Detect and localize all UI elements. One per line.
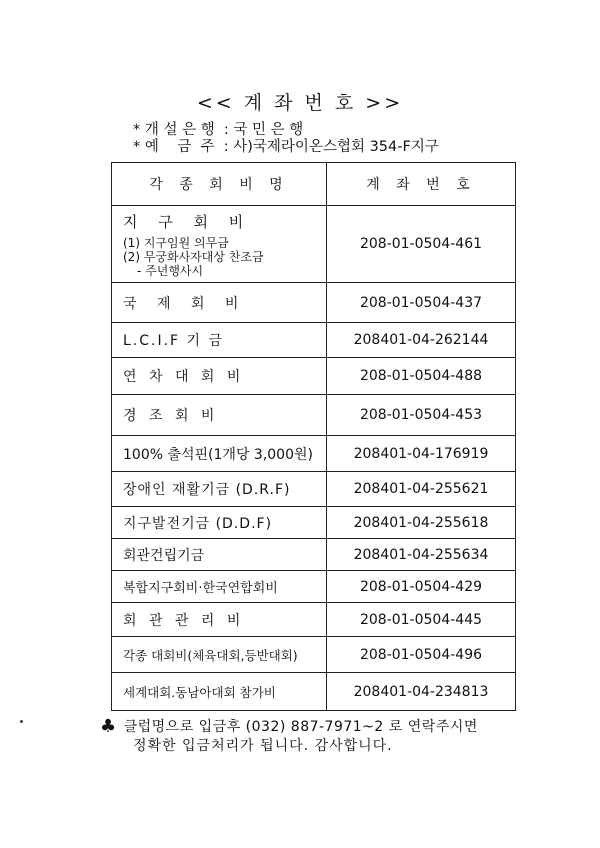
account-number: 208401-04-255621	[327, 472, 516, 507]
notice-line-1	[100, 716, 478, 737]
table-row	[112, 206, 516, 283]
table-row	[112, 571, 516, 603]
account-number: 208401-04-176919	[327, 436, 516, 472]
fee-name: 복합지구회비·한국연합회비	[112, 571, 327, 603]
table-row	[112, 283, 516, 323]
fee-name: L.C.I.F 기 금	[112, 323, 327, 358]
table-header-row	[112, 163, 516, 206]
fee-name: 지구발전기금 (D.D.F)	[112, 507, 327, 539]
table-row	[112, 472, 516, 507]
scan-speck	[20, 720, 23, 723]
account-number: 208-01-0504-496	[327, 637, 516, 673]
notice-box	[100, 716, 478, 756]
fee-name: 각종 대회비(체육대회,등반대회)	[112, 637, 327, 673]
holder-value: 사)국제라이온스협회 354-F지구	[233, 139, 439, 155]
holder-info	[133, 135, 439, 156]
table-row	[112, 436, 516, 472]
account-number: 208-01-0504-488	[327, 358, 516, 395]
fee-name: 회 관 관 리 비	[112, 603, 327, 637]
table-row	[112, 395, 516, 436]
account-number: 208401-04-262144	[327, 323, 516, 358]
account-table	[111, 162, 516, 711]
fee-name: 회관건립기금	[112, 539, 327, 571]
table-row	[112, 603, 516, 637]
table-row	[112, 507, 516, 539]
fee-name: 지 구 회 비	[123, 212, 252, 231]
fee-name: 연 차 대 회 비	[112, 358, 327, 395]
fee-sub-3: - 주년행사시	[137, 263, 204, 278]
page-title: << 계 좌 번 호 >>	[196, 92, 404, 114]
account-number: 208-01-0504-445	[327, 603, 516, 637]
account-number: 208-01-0504-461	[327, 206, 516, 283]
fee-sub-1: (1) 지구임원 의무금	[123, 235, 229, 250]
account-number: 208401-04-255634	[327, 539, 516, 571]
notice-line-2: 정확한 입금처리가 됩니다. 감사합니다.	[133, 738, 393, 754]
fee-name: 세계대회.동남아대회 참가비	[112, 673, 327, 711]
account-number: 208401-04-234813	[327, 673, 516, 711]
fee-name: 국 제 회 비	[112, 283, 327, 323]
holder-label: * 예 금 주 :	[133, 139, 229, 155]
account-number: 208401-04-255618	[327, 507, 516, 539]
table-row	[112, 637, 516, 673]
notice-text-1: 클럽명으로 입금후 (032) 887-7971~2 로 연락주시면	[123, 719, 478, 735]
header-account-number: 계 좌 번 호	[327, 163, 516, 206]
table-row	[112, 539, 516, 571]
account-number: 208-01-0504-453	[327, 395, 516, 436]
fee-name: 100% 출석핀(1개당 3,000원)	[112, 436, 327, 472]
club-suit-icon: ♣	[100, 716, 117, 737]
table-row	[112, 358, 516, 395]
header-fee-name: 각 종 회 비 명	[112, 163, 327, 206]
account-number: 208-01-0504-429	[327, 571, 516, 603]
bank-value: 국 민 은 행	[233, 122, 304, 138]
table-row	[112, 673, 516, 711]
fee-sub-2: (2) 무궁화사자대상 찬조금	[123, 249, 264, 264]
fee-name: 경 조 회 비	[112, 395, 327, 436]
table-row	[112, 323, 516, 358]
account-number: 208-01-0504-437	[327, 283, 516, 323]
fee-name: 장애인 재활기금 (D.R.F)	[112, 472, 327, 507]
bank-label: * 개 설 은 행 :	[133, 122, 229, 138]
